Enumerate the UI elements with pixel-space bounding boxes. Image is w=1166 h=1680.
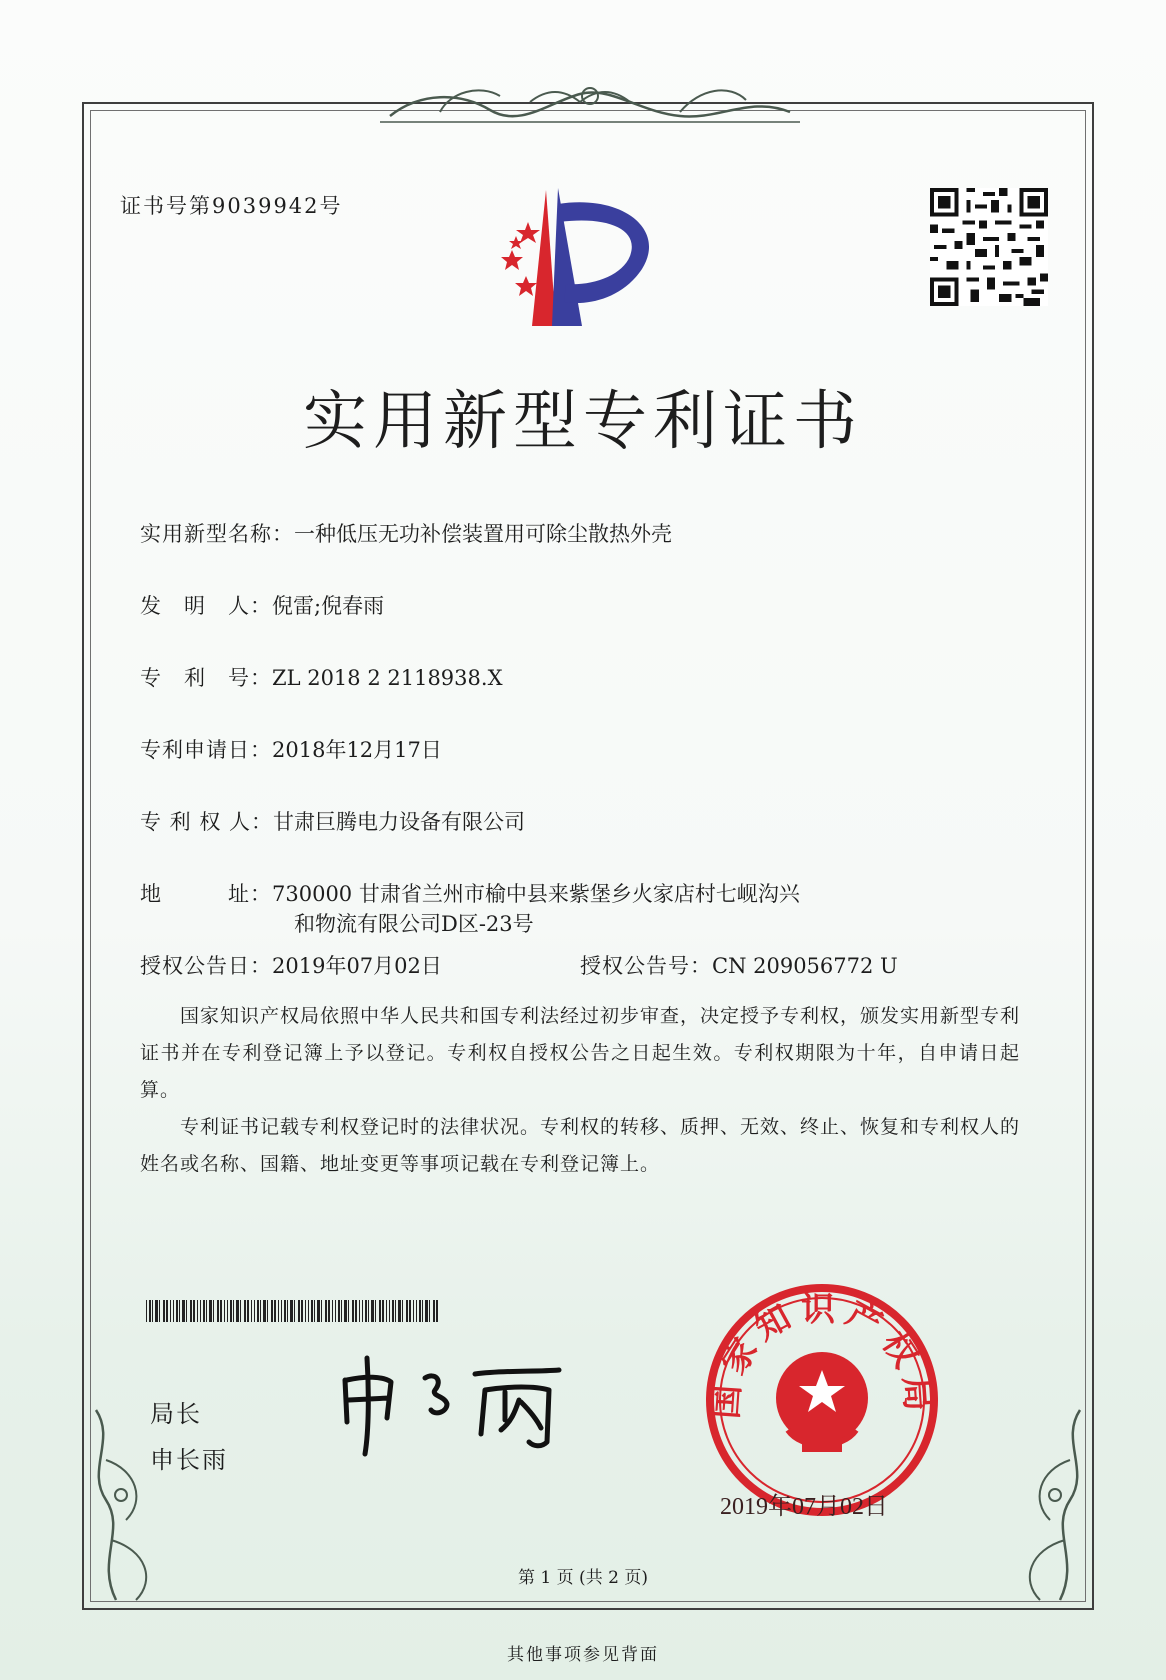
design-name-value: 一种低压无功补偿装置用可除尘散热外壳 <box>294 522 672 546</box>
barcode-bar <box>321 1300 322 1322</box>
filing-date-label: 专利申请日： <box>140 738 272 762</box>
barcode-bar <box>416 1300 417 1322</box>
certificate-number: 证书号第9039942号 <box>120 194 343 218</box>
address-line-1: 730000 甘肃省兰州市榆中县来紫堡乡火家店村七岘沟兴 <box>272 882 800 906</box>
certificate-title: 实用新型专利证书 <box>303 385 863 459</box>
barcode-bar <box>341 1300 342 1322</box>
barcode-bar <box>344 1300 347 1322</box>
barcode-bar <box>308 1300 309 1322</box>
barcode-bar <box>429 1300 430 1322</box>
barcode-bar <box>197 1300 198 1322</box>
barcode-bar <box>179 1300 180 1322</box>
barcode-bar <box>217 1300 219 1322</box>
barcode-bar <box>305 1300 306 1322</box>
patent-number-label: 专 利 号： <box>140 666 272 690</box>
barcode-bar <box>220 1300 222 1322</box>
filing-date-value: 2018年12月17日 <box>272 738 442 762</box>
barcode-bar <box>247 1300 249 1322</box>
grant-number-row <box>580 950 898 980</box>
barcode-bar <box>402 1300 403 1322</box>
barcode-bar <box>267 1300 268 1322</box>
barcode-bar <box>254 1300 255 1322</box>
barcode-bar <box>257 1300 259 1322</box>
barcode-bar <box>379 1300 381 1322</box>
barcode-bar <box>182 1300 185 1322</box>
barcode-bar <box>260 1300 261 1322</box>
barcode-bar <box>382 1300 384 1322</box>
barcode-bar <box>281 1300 282 1322</box>
patent-emblem-icon <box>492 184 682 334</box>
signer-title: 局长 <box>150 1400 202 1428</box>
barcode-bar <box>190 1300 192 1322</box>
barcode-bar <box>278 1300 279 1322</box>
barcode-bar <box>392 1300 394 1322</box>
barcode-bar <box>413 1300 414 1322</box>
certificate-body <box>140 998 1020 1183</box>
barcode-bar <box>325 1300 327 1322</box>
address-line-2: 和物流有限公司D区-23号 <box>294 912 534 936</box>
barcode-bar <box>170 1300 171 1322</box>
page-indicator: 第 1 页 (共 2 页) <box>518 1568 648 1588</box>
barcode-bar <box>425 1300 428 1322</box>
barcode-bar <box>155 1300 158 1322</box>
inventor-row <box>140 590 384 620</box>
barcode-bar <box>419 1300 421 1322</box>
barcode-bar <box>433 1300 435 1322</box>
barcode-bar <box>371 1300 374 1322</box>
barcode-bar <box>395 1300 396 1322</box>
filing-date-row <box>140 734 442 764</box>
top-ornament-icon <box>380 72 800 132</box>
address-label: 地 址： <box>140 882 272 906</box>
design-name-row <box>140 518 672 548</box>
barcode-bar <box>271 1300 273 1322</box>
grant-date-row <box>140 950 442 980</box>
grant-number-value: CN 209056772 U <box>712 954 898 978</box>
barcode-bar <box>213 1300 214 1322</box>
barcode-bar <box>294 1300 295 1322</box>
barcode-bar <box>186 1300 187 1322</box>
barcode-bar <box>149 1300 151 1322</box>
barcode-bar <box>338 1300 340 1322</box>
footer-note: 其他事项参见背面 <box>507 1645 659 1665</box>
barcode-bar <box>301 1300 303 1322</box>
barcode-bar <box>386 1300 387 1322</box>
barcode-bar <box>436 1300 438 1322</box>
barcode-bar <box>328 1300 330 1322</box>
body-paragraph-1: 国家知识产权局依照中华人民共和国专利法经过初步审查，决定授予专利权，颁发实用新型专利证书并在专利登记簿上予以登记。专利权自授权公告之日起生效。专利权期限为十年，自申请日起算。 <box>140 1005 1021 1101</box>
barcode-bar <box>146 1300 147 1322</box>
inventor-label: 发 明 人： <box>140 594 272 618</box>
barcode-bar <box>422 1300 423 1322</box>
barcode-bar <box>230 1300 232 1322</box>
patent-number-row <box>140 662 503 692</box>
handwritten-signature-icon <box>335 1350 595 1460</box>
barcode-bar <box>375 1300 376 1322</box>
body-paragraph-2: 专利证书记载专利权登记时的法律状况。专利权的转移、质押、无效、终止、恢复和专利权人的姓名或名称、国籍、地址变更等事项记载在专利登记簿上。 <box>140 1116 1021 1175</box>
barcode-bar <box>398 1300 401 1322</box>
barcode-bar <box>317 1300 320 1322</box>
barcode-bar <box>335 1300 336 1322</box>
barcode-bar <box>348 1300 349 1322</box>
signer-name: 申长雨 <box>150 1446 228 1474</box>
barcode-bar <box>284 1300 286 1322</box>
barcode-bar <box>236 1300 239 1322</box>
barcode-bar <box>314 1300 315 1322</box>
barcode-bar <box>359 1300 360 1322</box>
barcode-bar <box>203 1300 205 1322</box>
barcode-bar <box>290 1300 293 1322</box>
barcode-bar <box>200 1300 201 1322</box>
barcode-bar <box>406 1300 408 1322</box>
patentee-value: 甘肃巨腾电力设备有限公司 <box>273 810 526 834</box>
seal-text: 国家知识产权局 <box>705 1289 939 1421</box>
barcode-bar <box>176 1300 178 1322</box>
barcode-icon <box>146 1300 442 1322</box>
barcode-bar <box>332 1300 333 1322</box>
barcode-bar <box>311 1300 313 1322</box>
barcode-bar <box>159 1300 160 1322</box>
patent-number-value: ZL 2018 2 2118938.X <box>272 666 503 690</box>
barcode-bar <box>409 1300 411 1322</box>
barcode-bar <box>274 1300 276 1322</box>
patentee-label: 专 利 权 人： <box>140 810 274 834</box>
barcode-bar <box>163 1300 165 1322</box>
grant-date-value: 2019年07月02日 <box>272 954 442 978</box>
barcode-bar <box>173 1300 174 1322</box>
barcode-bar <box>362 1300 363 1322</box>
barcode-bar <box>206 1300 207 1322</box>
barcode-bar <box>355 1300 357 1322</box>
barcode-bar <box>365 1300 367 1322</box>
barcode-bar <box>240 1300 241 1322</box>
barcode-bar <box>152 1300 153 1322</box>
barcode-bar <box>287 1300 288 1322</box>
barcode-bar <box>244 1300 246 1322</box>
barcode-bar <box>368 1300 369 1322</box>
barcode-bar <box>227 1300 228 1322</box>
patentee-row <box>140 806 525 836</box>
barcode-bar <box>193 1300 195 1322</box>
barcode-bar <box>233 1300 234 1322</box>
address-row <box>140 878 800 908</box>
inventor-value: 倪雷;倪春雨 <box>272 594 385 618</box>
barcode-bar <box>263 1300 266 1322</box>
barcode-bar <box>352 1300 354 1322</box>
grant-number-label: 授权公告号： <box>580 954 712 978</box>
barcode-bar <box>209 1300 212 1322</box>
design-name-label: 实用新型名称： <box>140 522 294 546</box>
seal-date: 2019年07月02日 <box>720 1494 888 1520</box>
official-seal-icon <box>702 1280 942 1520</box>
qr-code-icon <box>930 188 1048 306</box>
barcode-bar <box>389 1300 390 1322</box>
barcode-bar <box>166 1300 168 1322</box>
grant-date-label: 授权公告日： <box>140 954 272 978</box>
barcode-bar <box>224 1300 225 1322</box>
barcode-bar <box>251 1300 252 1322</box>
barcode-bar <box>298 1300 300 1322</box>
